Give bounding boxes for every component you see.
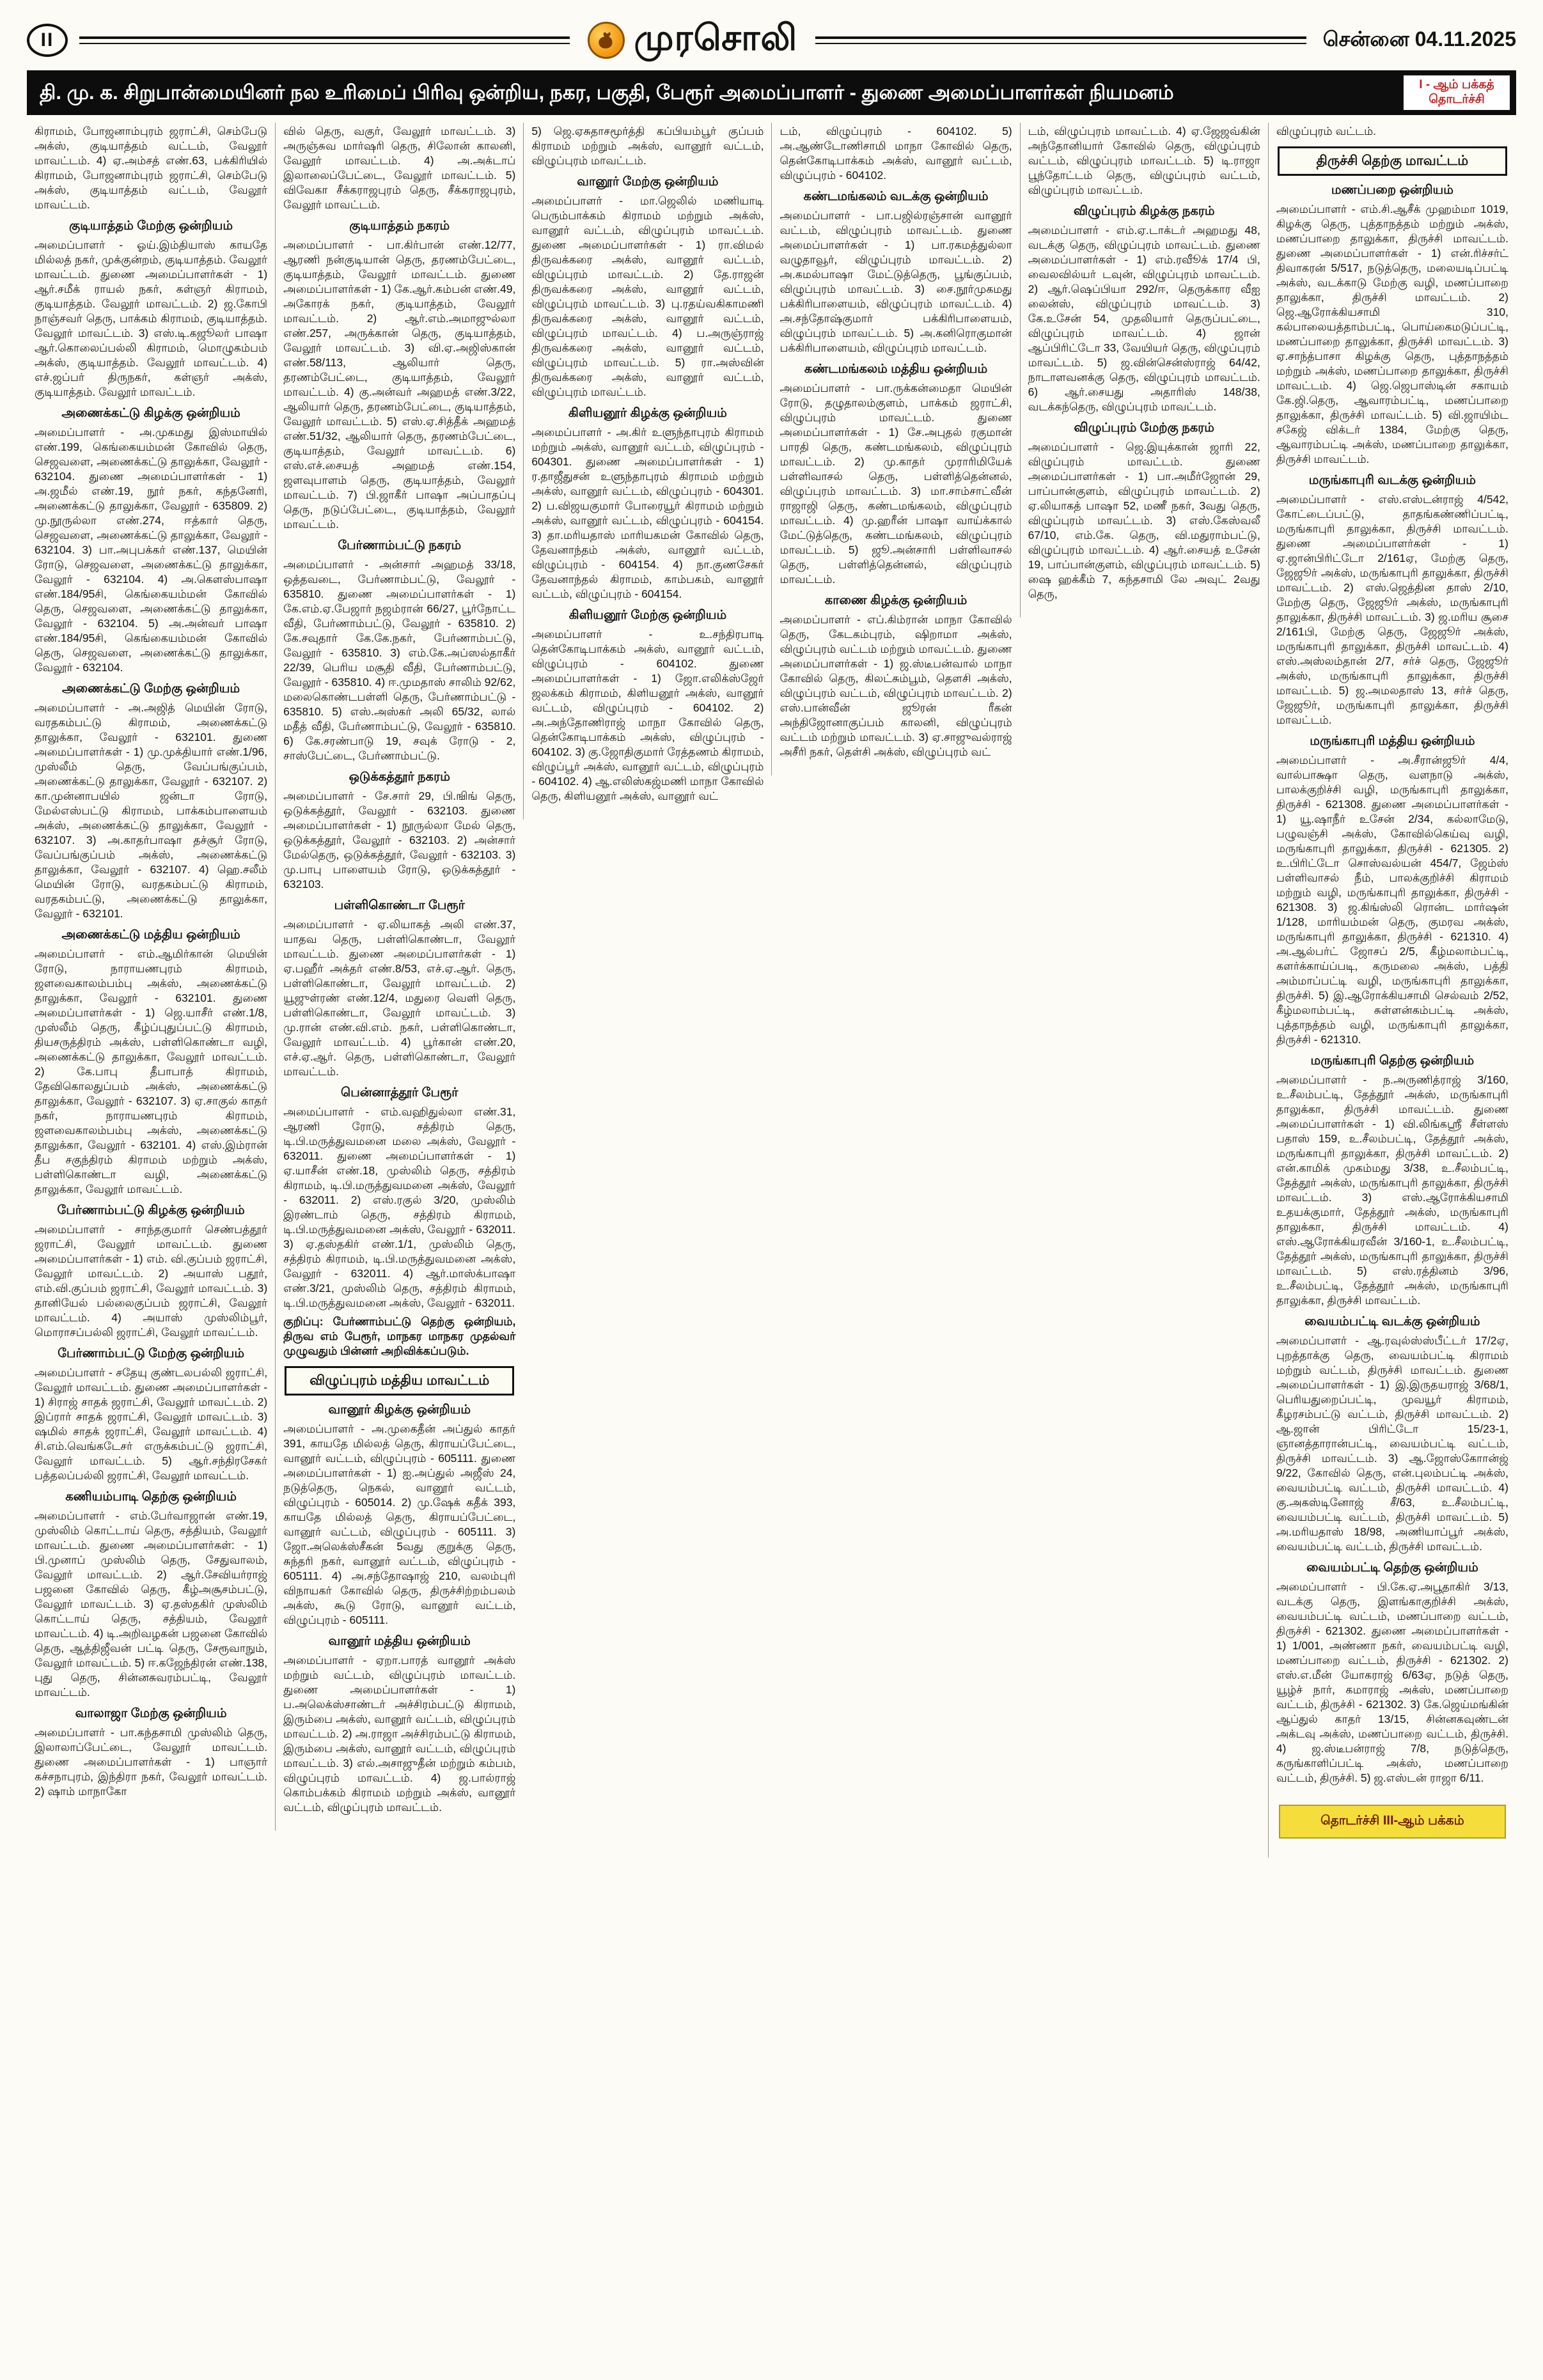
article-columns [27,123,1516,2347]
body-paragraph: அமைப்பாளர் - ஜெ.இயுக்கான் ஜாரி 22, விழுப்புரம் மாவட்டம். துணை அமைப்பாளர்கள் - 1) பா.அமீர்ஜோன் 29, பாப்பான்குளம், விழுப்புரம் மாவட்டம். 2) ஏ.லியாகத் பாஷா 52, மணீ நகர், 3வது தெரு, விழுப்புரம் மாவட்டம். 3) எஸ்.கேஸ்வலீ 67/10, எம்.கே. தெரு, வி.மதுராம்பட்டு, விழுப்புரம் மாவட்டம். 4) ஆர்.சையத் உசேன் 19, பாப்பான்குளம், விழுப்புரம் மாவட்டம். 5) ஷை ஹக்கீம் 7, கந்தசாமி லே அவுட் 2வது தெரு, [1028,440,1260,600]
body-paragraph: அமைப்பாளர் - பி.கே.ஏ.அபூதாகிர் 3/13, வடக்கு தெரு, இளங்காகுறிச்சி அக்ஸ், வையம்பட்டி வட்டம், மணப்பாறை வட்டம், திருச்சி - 621302. துணை அமைப்பாளர்கள் - 1) 1/001, அண்ணா நகர், வையம்பட்டி வழி, மணப்பாறை வட்டம், திருச்சி - 621302. 2) எஸ்.எ.மீன் யோகராஜ் 6/63ஏ, நடுத் தெரு, யூழ்ச் நார், கமாராஜ் அக்ஸ், மணப்பாறை வட்டம், திருச்சி - 621302. 3) கே.ஜெய்மங்கின் ஆப்துல் காதர் 13/15, சின்னகவுண்டன் அக்டவு அக்ஸ், மணப்பாறை வட்டம், திருச்சி. 4) ஜ.ஸ்டீபன்ராஜ் 7/8, நடுத்தெரு, கருங்காளிப்பட்டி அக்ஸ், மணப்பாறை வட்டம், திருச்சி. 5) ஜ.எஸ்டன் ராஜா 6/11. [1276,1580,1508,1784]
body-paragraph: அமைப்பாளர் - அன்சார் அஹமத் 33/18, ஒத்தவடை, பேர்ணாம்பட்டு, வேலூர் - 635810. துணை அமைப்பாளர்கள் - 1) கே.எம்.ஏ.பேஜார் நஜம்ரான் 66/27, பூர்நோட்ட வீதி, பேர்ணாம்பட்டு, வேலூர் - 635810. 2) கே.சவுதார் கே.கே.நகர், பேர்ணாம்பட்டு, வேலூர் - 635810. 3) எம்.கே.அப்ஸல்தாகீர் 22/39, பெரிய மசூதி வீதி, பேர்ணாம்பட்டு, வேலூர் - 635810. 4) ஈ.முமதாஸ் சாலிம் 92/62, மலைகொண்டபள்ளி தெரு, பேர்ணாம்பட்டு - 635810. 5) எஸ்.அஸ்கர் அலி 65/32, லால் மதீத் வீதி, பேர்ணாம்பட்டு, வேலூர் - 635810. 6) கே.சரண்பாடு 19, சவுக் ரோடு - 2, சாஸ்பேட்டை, பேர்ணாம்பட்டு. [283,557,516,762]
section-heading: வாலாஜா மேற்கு ஒன்றியம் [75,1706,227,1720]
section-heading: வானூர் மத்திய ஒன்றியம் [328,1633,471,1648]
section-heading: மணப்பறை ஒன்றியம் [1331,182,1453,197]
body-paragraph: அமைப்பாளர் - எப்.கிம்ரான் மாநா கோவில் தெரு, கேடகம்புரம், ஷிறாமா அக்ஸ், விழுப்புரம் வட்டம் மற்றும் மாவட்டம். துணை அமைப்பாளர்கள் - 1) ஜ.ஸ்டீபன்வால் மாநா கோவில் தெரு, கிலட்சும்பூம், தெளசி அக்ஸ், விழுப்புரம் வட்டம், விழுப்புரம் மாவட்டம். 2) எஸ்.பான்வீன் ஜூரன் ரீகன் அந்திஜோனாகுப்பம் காலனி, விழுப்புரம் வட்டம் மற்றும் மாவட்டம். 3) ஏ.சாஜுவல்ராஜ் அசீரி நகர், தெள்சி அக்ஸ், விழுப்புரம் வட் [779,612,1012,758]
headline-banner [27,70,1516,115]
page-number-badge: II [27,24,68,57]
body-paragraph: அமைப்பாளர் - பா.ருக்கன்மைதா மெயின் ரோடு, தழுதாலம்குளம், பாக்கம் ஜராட்சி, விழுப்புரம் மாவட்டம். துணை அமைப்பாளர்கள் - 1) சே.அபுதல் ரகுமான் பாரதி தெரு, கண்டமங்கலம், விழுப்புரம் மாவட்டம். 2) மு.காதர் முராரிமியேக் பள்ளிவாசல் தெரு, பள்ளித்தென்னல், விழுப்புரம் மாவட்டம். 3) மா.சாம்சாட்வீன் ராஜாஜி தெரு, கண்டமங்கலம், விழுப்புரம் மாவட்டம். 4) மு.ஹரீன் பாஷா வாய்க்கால் மேட்டுத்தெரு, கண்டமங்கலம், விழுப்புரம் மாவட்டம். 5) ஜூ.அன்சாரி பள்ளிவாசல் தெரு, பள்ளித்தென்னல், விழுப்புரம் மாவட்டம். [779,381,1012,586]
body-paragraph: விழுப்புரம் வட்டம். [1276,124,1377,137]
column-1 [27,123,275,1815]
body-paragraph: அமைப்பாளர் - அ.முகமது இஸ்மாயில் எண்.199, கெங்கையம்மன் கோவில் தெரு, செஜவளை, அணைக்கட்டு தாலுக்கா, வேலூர் - 632104. துணை அமைப்பாளர்கள் - 1) அ.ஜமீல் எண்.19, நூர் நகர், கந்தனேரி, அணைக்கட்டு தாலுக்கா, வேலூர் - 635809. 2) மு.நூருல்லா எண்.274, ஈத்கார் தெரு, செஜவளை, அணைக்கட்டு தாலுக்கா, வேலூர் - 632104. 3) பா.அபுபக்கர் எண்.137, மெயின் ரோடு, செஜவளை, அணைக்கட்டு தாலுக்கா, வேலூர் - 632104. 4) அ.கௌஸ்பாஷா எண்.184/95சி, கெங்கையம்மன் கோவில் தெரு, செஜவளை, அணைக்கட்டு தாலுக்கா, வேலூர் - 632104. 5) அ.அன்வர் பாஷா எண்.184/95சி, கெங்கையம்மன் கோவில் தெரு, செஜவளை, அணைக்கட்டு தாலுக்கா, வேலூர் - 632104. [35,425,268,674]
continuation-tag-line2: தொடர்ச்சி [1429,92,1485,106]
district-heading: திருச்சி தெற்கு மாவட்டம் [1278,146,1507,176]
section-heading: பள்ளிகொண்டா பேரூர் [334,898,465,912]
continuation-box: தொடர்ச்சி III-ஆம் பக்கம் [1279,1805,1506,1839]
section-heading: அணைக்கட்டு மத்திய ஒன்றியம் [61,927,240,942]
section-heading: மருங்காபுரி தெற்கு ஒன்றியம் [1310,1053,1475,1068]
column-2 [275,123,523,1831]
section-heading: கண்டமங்கலம் வடக்கு ஒன்றியம் [803,189,989,203]
body-paragraph: அமைப்பாளர் - ஏறா.பாரத் வானூர் அக்ஸ் மற்றும் வட்டம், விழுப்புரம் மாவட்டம். துணை அமைப்பாளர்கள் - 1) ப.அலெக்ஸ்சாண்டர் அச்சிரம்பட்டு கிராமம், இரும்பை அக்ஸ், வானூர் வட்டம், விழுப்புரம் மாவட்டம். 2) அ.ராஜா அச்சிரம்பட்டு கிராமம், இரும்பை அக்ஸ், வானூர் வட்டம், விழுப்புரம் மாவட்டம். 3) எல்.அசாஜுதீன் மற்றும் கம்பம், விழுப்புரம் மாவட்டம். 4) ஜ.பால்ராஜ் கொம்பக்கம் கிராமம் மற்றும் அக்ஸ், வானூர் வட்டம், விழுப்புரம் மாவட்டம். [283,1653,516,1814]
edition-city-date: சென்னை 04.11.2025 [1322,27,1516,51]
body-paragraph: அமைப்பாளர் - எம்.சி.ஆசீக் முஹம்மா 1019, கிழக்கு தெரு, புத்தாநத்தம் மற்றும் அக்ஸ், மணப்பாறை தாலுக்கா, திருச்சி மாவட்டம். துணை அமைப்பாளர்கள் - 1) என்.ரிச்சர்ட் திவாகரன் 5/517, நடுத்தெரு, மலையடிப்பட்டி அக்ஸ், வடக்காடு மேற்கு வழி, மணப்பாறை தாலுக்கா, திருச்சி மாவட்டம். 2) ஜெ.ஆரோக்கியசாமி 310, கல்பாலையத்தாம்பட்டி, பொய்கைமடுப்பட்டி, மணப்பாறை தாலுக்கா, திருச்சி மாவட்டம். 3) ஏ.சாந்த்பாசா கிழக்கு தெரு, புத்தாநத்தம் மற்றும் அக்ஸ், மணப்பாறை தாலுக்கா, திருச்சி மாவட்டம். 4) ஜெ.ஜெபாஸ்டின் சகாயம் கே.ஜி.தெரு, ஆவாரம்பட்டி, மணப்பாறை தாலுக்கா, திருச்சி மாவட்டம். 5) வி.ஜாயிம்ட சகேஜ் விக்டர் 1384, மேற்கு தெரு, ஆவாரம்பட்டி அக்ஸ், மணப்பாறை தாலுக்கா, திருச்சி மாவட்டம். [1276,202,1508,465]
body-paragraph: அமைப்பாளர் - சதேயு குண்டலபல்லி ஜராட்சி, வேலூர் மாவட்டம். துணை அமைப்பாளர்கள் - 1) சிராஜ் சாதக் ஜராட்சி, வேலூர் மாவட்டம். 2) இப்ரார் சாதக் ஜராட்சி, வேலூர் மாவட்டம். 3) ஷமில் சாதக் ஜராட்சி, வேலூர் மாவட்டம். 4) சி.எம்.வெங்கடேசர் எருக்கம்பட்டு ஜராட்சி, வேலூர் மாவட்டம். 5) ஆர்.சந்திரசேகர் பத்தலப்பல்லி ஜராட்சி, வேலூர் மாவட்டம். [35,1365,268,1482]
body-paragraph: அமைப்பாளர் - பா.பஜில்ரஞ்சான் வானூர் வட்டம், விழுப்புரம் மாவட்டம். துணை அமைப்பாளர்கள் - 1) பா.ரகமத்துல்லா வழுதாவூர், விழுப்புரம் மாவட்டம். 2) அ.கமல்பாஷா மேட்டுத்தெரு, பூங்குப்பம், விழுப்புரம் மாவட்டம். 3) சை.நூர்முகமது பக்கிரிபாளையம், விழுப்புரம் மாவட்டம். 4) அ.சந்தோஷ்குமார் பக்கிரிபாளையம், விழுப்புரம் மாவட்டம். 5) அ.கனிரொகுமான் பக்கிரிபாளையம், விழுப்புரம் மாவட்டம். [779,208,1012,354]
section-heading: அணைக்கட்டு கிழக்கு ஒன்றியம் [61,405,240,420]
section-heading: பென்னாத்தூர் பேரூர் [341,1085,458,1100]
body-paragraph: அமைப்பாளர் - எஸ்.எஸ்டன்ராஜ் 4/542, கோட்டைப்பட்டு, தாதங்கண்ணிப்பட்டி, மருங்காபுரி தாலுக்கா, திருச்சி மாவட்டம். துணை அமைப்பாளர்கள் - 1) ஏ.ஜான்பிரிட்டோ 2/161ஏ, மேற்கு தெரு, ஜேஜூர் அக்ஸ், மருங்காபுரி தாலுக்கா, திருச்சி மாவட்டம். 2) எஸ்.ஜெத்தின தாஸ் 2/10, மேற்கு தெரு, ஜேஜூர் அக்ஸ், மருங்காபுரி தாலுக்கா, திருச்சி மாவட்டம். 3) ஜ.மரிய சூசை 2/161பி, மேற்கு தெரு, ஜேஜூர் அக்ஸ், மருங்காபுரி தாலுக்கா, திருச்சி மாவட்டம். 4) எஸ்.அஸ்லம்தான் 2/7, சர்ச் தெரு, ஜேஜூர் அக்ஸ், மருங்காபுரி தாலுக்கா, திருச்சி மாவட்டம். 5) ஜ.அமலதாஸ் 13, சர்ச் தெரு, ஜேஜூர், மருங்காபுரி தாலுக்கா, திருச்சி மாவட்டம். [1276,492,1508,726]
section-heading: பேர்ணாம்பட்டு கிழக்கு ஒன்றியம் [57,1202,245,1217]
body-paragraph: அமைப்பாளர் - அ.சீரான்ஜூர் 4/4, வால்பாக்ஷா தெரு, வளநாடு அக்ஸ், பாலக்குறிச்சி வழி, மருங்காபுரி தாலுக்கா, திருச்சி - 621308. துணை அமைப்பாளர்கள் - 1) யூ.ஷாநீர் உசேன் 2/34, கல்லாமேடு, பழுவஞ்சி அக்ஸ், கோவில்கெய்வு வழி, மருங்காபுரி தாலுக்கா, திருச்சி - 621305. 2) உ.பிரிட்டோ சொஸ்வல்யன் 454/7, ஜேம்ஸ் பள்ளிவாசல் நீம், பாலக்குறிச்சி கிராமம் மற்றும் வழி, மருங்காபுரி தாலுக்கா, திருச்சி - 621308. 3) ஜ.கிங்ஸ்லி ரொன்ட மார்ஷன் 1/128, மாரியம்மன் தெரு, குமரவ அக்ஸ், மருங்காபுரி தாலுக்கா, திருச்சி - 621310. 4) அ.ஆல்பர்ட் ஜோசப் 2/5, கீழ்மலாம்பட்டி, களர்க்காய்ப்படி, கருமலை அக்ஸ், பத்தி அம்மாப்பட்டி வழி, மருங்காபுரி தாலுக்கா, திருச்சி. 5) இ.ஆரோக்கியசாமி செல்வம் 2/52, கீழ்மலாம்பட்டி, சுள்ளன்கம்பட்டி அக்ஸ், புத்தாநத்தம் வழி, மருங்காபுரி தாலுக்கா, திருச்சி - 621310. [1276,753,1508,1046]
section-heading: விழுப்புரம் மேற்கு நகரம் [1074,420,1214,435]
section-heading: மருங்காபுரி வடக்கு ஒன்றியம் [1308,472,1476,487]
body-paragraph: 5) ஜெ.ஏசுதாசமூர்த்தி கப்பியம்பூர் குப்பம் கிராமம் மற்றும் அக்ஸ், வானூர் வட்டம், விழுப்புரம் மாவட்டம். [531,124,764,167]
masthead-rule-right [815,36,1306,44]
body-paragraph: வில் தெரு, வகுர், வேலூர் மாவட்டம். 3) அருஞ்சுவ மார்ஷரி தெரு, சிலோன் காலனி, வேலூர் மாவட்டம். 4) அ.அக்டாப் இலாலைப்பேட்டை, வேலூர் மாவட்டம். 5) விவேகா சீக்கராஜபுரம் தெரு, சீக்கராஜபுரம், வேலூர் மாவட்டம். [283,124,516,211]
body-paragraph: அமைப்பாளர் - எம்.ஆமிர்கான் மெயின் ரோடு, நாராயணபுரம் கிராமம், ஜளவைகாலம்பம்பு அக்ஸ், அணைக்கட்டு தாலுக்கா, வேலூர் - 632101. துணை அமைப்பாளர்கள் - 1) ஜெ.யாசீர் எண்.1/8, முஸ்லீம் தெரு, கீழ்ப்புதுப்பட்டு கிராமம், தியசருத்திரம் அக்ஸ், பள்ளிகொண்டா வழி, அணைக்கட்டு தாலுக்கா, வேலூர் மாவட்டம். 2) கே.பாபு தீபாபாத் கிராமம், தேவிகொலதுப்பம் அக்ஸ், அணைக்கட்டு தாலுக்கா, வேலூர் - 632107. 3) ஏ.சாகுல் காதர் நகர், நாராயணபுரம் கிராமம், ஜளவைகாலம்பம்பு அக்ஸ், அணைக்கட்டு தாலுக்கா, வேலூர் - 632101. 4) எஸ்.இம்ரான் தீப சகுந்திரம் கிராமம் மற்றும் அக்ஸ், பள்ளிகொண்டா வழி, அணைக்கட்டு தாலுக்கா, வேலூர் மாவட்டம். [35,947,268,1195]
page-continuation-tag [1402,74,1511,111]
body-paragraph: அமைப்பாளர் - பா.கிர்பான் எண்.12/77, ஆரணி நன்குடியான் தெரு, தரணம்பேட்டை, குடியாத்தம், வேலூர் மாவட்டம். துணை அமைப்பாளர்கள் - 1) கே.ஆர்.கம்பன் எண்.49, அகோரக் நகர், குடியாத்தம், வேலூர் மாவட்டம். 2) ஆர்.எம்.அமாஜுல்லா எண்.257, அருக்கான் தெரு, குடியாத்தம், வேலூர் மாவட்டம். 3) வி.ஏ.அஜிஸ்கான் எண்.58/113, ஆலியார் தெரு, தரணம்பேட்டை, குடியாத்தம், வேலூர் மாவட்டம். 4) கு.அன்வர் அஹமத் எண்.3/22, ஆலியார் தெரு, தரணம்பேட்டை, குடியாத்தம், வேலூர் மாவட்டம். 5) எஸ்.ஏ.சித்தீக் அஹமத் எண்.51/32, ஆலியார் தெரு, தரணம்பேட்டை, குடியாத்தம், வேலூர் மாவட்டம். 6) எஸ்.எச்.சையத் அஹமத் எண்.154, ஜளவுபாளம் தெரு, குடியாத்தம், வேலூர் மாவட்டம். 7) பி.ஜாகீர் பாஷா அப்பாதப்பு தெரு, நடுப்பேட்டை, குடியாத்தம், வேலூர் மாவட்டம். [283,238,516,531]
section-heading: பேர்ணாம்பட்டு மேற்கு ஒன்றியம் [58,1346,245,1360]
body-paragraph: அமைப்பாளர் - அ.முகைதீன் அப்துல் காதர் 391, காயதே மில்லத் தெரு, கிராயப்பேட்டை, வானூர் வட்டம், விழுப்புரம் - 605111. துணை அமைப்பாளர்கள் - 1) ஐ.அப்துல் அஜீஸ் 24, நடுத்தெரு, நெகல், வானூர் வட்டம், விழுப்புரம் - 605014. 2) மு.ஷேக் கதீக் 393, காயதே மில்லத் தெரு, கிராயப்பேட்டை, வானூர் வட்டம், விழுப்புரம் - 605111. 3) ஜோ.அலெக்ஸ்சீகன் 5வது குறுக்கு தெரு, சுந்தரி நகர், வானூர் வட்டம், விழுப்புரம் - 605111. 4) அ.சந்தோஷாஜ் 210, வலம்புரி விநாயகர் கோவில் தெரு, திருச்சிற்றம்பலம் அக்ஸ், கூடு ரோடு, வானூர் வட்டம், விழுப்புரம் - 605111. [283,1422,516,1626]
masthead [27,17,1516,64]
body-paragraph: அமைப்பாளர் - அ.கிர் உளுந்தாபுரம் கிராமம் மற்றும் அக்ஸ், வானூர் வட்டம், விழுப்புரம் - 604301. துணை அமைப்பாளர்கள் - 1) ர.தாஜீதுசன் உளுந்தாபுரம் கிராமம் மற்றும் அக்ஸ், வானூர் வட்டம், விழுப்புரம் - 604301. 2) ப.விஜயகுமார் போரையூர் கிராமம் மற்றும் அக்ஸ், வானூர் வட்டம், விழுப்புரம் - 604154. 3) தா.மரியதாஸ் மாரியகமன் கோவில் தெரு, தேவனாந்தம் அக்ஸ், வானூர் வட்டம், விழுப்புரம் - 604154. 4) நா.குணசேகர் தேவனாந்தல் கிராமம், காம்பகம், வானூர் வட்டம், விழுப்புரம் - 604154. [531,425,764,600]
body-paragraph: அமைப்பாளர் - ந.அருணித்ராஜ் 3/160, உ.சீலம்பட்டி, தேத்தூர் அக்ஸ், மருங்காபுரி தாலுக்கா, திருச்சி மாவட்டம். துணை அமைப்பாளர்கள் - 1) வி.லிங்கஸ்ரீ சீள்ளஸ் பதாஸ் 159, உ.சீலம்பட்டி, தேத்தூர் அக்ஸ், மருங்காபுரி தாலுக்கா, திருச்சி மாவட்டம். 2) என்.காமிக் முகம்மது 3/38, உ.சீலம்பட்டி, தேத்தூர் அக்ஸ், மருங்காபுரி தாலுக்கா, திருச்சி மாவட்டம். 3) எஸ்.ஆரோக்கியசாமி உதயக்குமார், தேத்தூர் அக்ஸ், மருங்காபுரி தாலுக்கா, திருச்சி மாவட்டம். 4) எஸ்.ஆரோக்கியரவீன் 3/160-1, உ.சீலம்பட்டி, தேத்தூர் அக்ஸ், மருங்காபுரி தாலுக்கா, திருச்சி மாவட்டம். 5) எஸ்.ரத்தினம் 3/96, உ.சீலம்பட்டி, தேத்தூர் அக்ஸ், மருங்காபுரி தாலுக்கா, திருச்சி மாவட்டம். [1276,1073,1508,1307]
district-heading: விழுப்புரம் மத்திய மாவட்டம் [285,1366,514,1396]
section-heading: காணை கிழக்கு ஒன்றியம் [824,593,967,607]
body-paragraph: அமைப்பாளர் - எம்.ஏ.டாக்டர் அஹமது 48, வடக்கு தெரு, விழுப்புரம் மாவட்டம். துணை அமைப்பாளர்கள் - 1) எம்.ரவூீக் 17/4 பி, வைலவில்யர் டவுன், விழுப்புரம் மாவட்டம். 2) ஆர்.ஷெப்பியா 292/ஈ, தெருக்கார வீஐ லைன்ஸ், விழுப்புரம் மாவட்டம். 3) கே.உசேன் 54, முதலியார் தெருப்பட்டை, விழுப்புரம் மாவட்டம். 4) ஜான் ஆப்பிரிட்டோ 33, வேயியர் தெரு, விழுப்புரம் மாவட்டம். 5) ஜ.வின்சென்ஸ்ராஜ் 64/42, நாடாளவனக்கு தெரு, விழுப்புரம் மாவட்டம். 6) ஆர்.சையது அதாரிஸ் 148/38, வடக்கந்தெரு, விழுப்புரம் மாவட்டம். [1028,223,1260,413]
section-heading: வையம்பட்டி தெற்கு ஒன்றியம் [1306,1560,1478,1575]
masthead-rule-left [79,36,570,44]
masthead-logo-group [581,18,804,63]
section-heading: வானூர் மேற்கு ஒன்றியம் [577,174,719,189]
main-headline: தி. மு. க. சிறுபான்மையினர் நல உரிமைப் பிரிவு ஒன்றிய, நகர, பகுதி, பேரூர் அமைப்பாளர் - துணை அமைப்பாளர்கள் நியமனம் [40,81,1174,104]
body-paragraph: அமைப்பாளர் - ஆ.ரவுல்ஸ்ஸ்பீட்டர் 17/2ஏ, புறத்தாக்கு தெரு, வையம்பட்டி கிராமம் மற்றும் வட்டம், திருச்சி மாவட்டம். துணை அமைப்பாளர்கள் - 1) இ.இருதயராஜ் 3/68/1, பெரியதுறைப்பட்டி, முவயூர் கிராமம், கீழரசம்பட்டு வட்டம், திருச்சி மாவட்டம். 2) ஆ.ஜான் பிரிட்டோ 15/23-1, ஞானத்தாரான்பட்டி, வையம்பட்டி வட்டம், திருச்சி மாவட்டம். 3) ஆ.ஜோஸ்கோான்ஜ் 9/22, கோவில் தெரு, என்.புலம்பட்டி அக்ஸ், வையம்பட்டி வட்டம், திருச்சி மாவட்டம். 4) கு.அகஸ்டினோஜ் சீ/63, உ.சீலம்பட்டி, வையம்பட்டி வட்டம், திருச்சி மாவட்டம். 5) அ.மரியதாஸ் 18/98, அணியாப்பூர் அக்ஸ், வையம்பட்டி வட்டம், திருச்சி மாவட்டம். [1276,1334,1508,1553]
body-paragraph: அமைப்பாளர் - பா.கந்தசாமி முஸ்லிம் தெரு, இலாலாப்பேட்டை, வேலூர் மாவட்டம். துணை அமைப்பாளர்கள் - 1) பாஞார் கச்சநாபுரம், இந்திரா நகர், வேலூர் மாவட்டம். 2) ஷாம் மாநாகோ [35,1725,268,1798]
column-4 [771,123,1019,775]
column-3 [523,123,771,820]
body-paragraph: டம், விழுப்புரம் - 604102. 5) அ.ஆண்டோணிசாமி மாநா கோவில் தெரு, தென்கோடிபாக்கம் அக்ஸ், வானூர் வட்டம், விழுப்புரம் - 604102. [779,124,1012,182]
section-heading: மருங்காபுரி மத்திய ஒன்றியம் [1310,733,1475,748]
body-paragraph: அமைப்பாளர் - எம்.வஹிதுல்லா எண்.31, ஆரணி ரோடு, சத்திரம் தெரு, டி.பி.மருத்துவமனை மலை அக்ஸ், வேலூர் - 632011. துணை அமைப்பாளர்கள் - 1) ஏ.யாசீன் எண்.18, முஸ்லிம் தெரு, சத்திரம் கிராமம், டி.பி.மருத்துவமனை அக்ஸ், வேலூர் - 632011. 2) எஸ்.ரகுல் 3/20, முஸ்லிம் இரண்டாம் தெரு, சத்திரம் கிராமம், டி.பி.மருத்துவமனை அக்ஸ், வேலூர் - 632011. 3) ஏ.தஸ்தகிர் எண்.1/1, முஸ்லிம் தெரு, சத்திரம் கிராமம், டி.பி.மருத்துவமனை அக்ஸ், வேலூர் - 632011. 4) ஆர்.மாஸ்க்பாஷா எண்.3/21, முஸ்லிம் தெரு, சத்திரம் கிராமம், டி.பி.மருத்துவமனை அக்ஸ், வேலூர் - 632011. [283,1105,516,1309]
section-heading: கண்டமங்கலம் மத்திய ஒன்றியம் [804,361,988,376]
section-heading: கிளியனூர் மேற்கு ஒன்றியம் [568,607,727,622]
body-paragraph: அமைப்பாளர் - ஓய்.இம்தியாஸ் காயதே மில்லத் நகர், முக்குன்றம், குடியாத்தம். வேலூர் மாவட்டம். துணை அமைப்பாளர்கள் - 1) ஆர்.சமீக் ராயல் நகர், கள்ஞர் கிராமம், குடியாத்தம். வேலூர் மாவட்டம். 2) ஜ.கோபி நாஞ்சவர் தெரு, பாக்கம் கிராமம், குடியாத்தம். வேலூர் மாவட்டம். 3) எஸ்.டி.கஜூலர் பாஷா ஆர்.கொலைப்பல்லி கிராமம், மொழுகம்பம் அக்ஸ், குடியாத்தம். வேலூர் மாவட்டம். 4) எச்.ஜப்பர் திருநகர், கள்ஞர் அக்ஸ், குடியாத்தம். வேலூர் மாவட்டம். [35,238,268,398]
body-paragraph: அமைப்பாளர் - எம்.பேர்வாஜான் எண்.19, முஸ்லிம் கொட்டாய் தெரு, சத்தியம், வேலூர் மாவட்டம். துணை அமைப்பாளர்கள்: - 1) பி.முனாப் முஸ்லிம் தெரு, சேதுவாலம், வேலூர் மாவட்டம். 2) ஆர்.சேவியர்ராஜ் பஜனை கோவில் தெரு, கீழ்அசூசம்பட்டு, வேலூர் மாவட்டம். 3) ஏ.தஸ்தகிர் முஸ்லிம் கொட்டாய் தெரு, சத்தியம், வேலூர் மாவட்டம். 4) டி.அறிவழகன் பஜனை கோவில் தெரு, ஆத்திஜீவன் பட்டி தெரு, சேரூவாநும், வேலூர் மாவட்டம். 5) ஈ.கஜேந்திரன் எண்.138, புது தெரு, சின்னசுவரம்பட்டி, வேலூர் மாவட்டம். [35,1509,268,1699]
body-paragraph: அமைப்பாளர் - மா.ஜெலில் மணியாடி பெரும்பாக்கம் கிராமம் மற்றும் அக்ஸ், வானூர் வட்டம், விழுப்புரம் மாவட்டம். துணை அமைப்பாளர்கள் - 1) ரா.விமல் திருவக்கரை அக்ஸ், வானூர் வட்டம், விழுப்புரம் மாவட்டம். 2) தே.ராஜன் திருவக்கரை அக்ஸ், வானூர் வட்டம், விழுப்புரம் மாவட்டம். 3) பு.ரதய்வகிகாமணி திருவக்கரை அக்ஸ், வானூர் வட்டம், விழுப்புரம் மாவட்டம். 4) ப.அருஞ்ராஜ் திருவக்கரை அக்ஸ், வானூர் வட்டம், விழுப்புரம் மாவட்டம். 5) ரா.அஸ்வின் திருவக்கரை அக்ஸ், வானூர் வட்டம், விழுப்புரம் மாவட்டம். [531,194,764,398]
note-text: குறிப்பு: பேர்ணாம்பட்டு தெற்கு ஒன்றியம், திருவ எம் பேரூர், மாநகர மாநகர முதல்வர் முழுவதும் பின்னர் அறிவிக்கப்படும். [283,1314,516,1357]
body-paragraph: அமைப்பாளர் - உ.சந்திரபாடி தென்கோடிபாக்கம் அக்ஸ், வானூர் வட்டம், விழுப்புரம் - 604102. துணை அமைப்பாளர்கள் - 1) ஜோ.எலிக்ஸ்ஜேர் ஜலக்கம் கிராமம், கிளியனூர் அக்ஸ், வானூர் வட்டம், விழுப்புரம் - 604102. 2) அ.அந்தோணிராஜ் மாநா கோவில் தெரு, தென்கோடிபாக்கம் அக்ஸ், விழுப்புரம் - 604102. 3) கு.ஜோதிகுமார் ரேத்தணம் கிராமம், விழுப்பூர் அக்ஸ், வானூர் வட்டம், விழுப்புரம் - 604102. 4) ஆ.எலிஸ்கஜ்மணி மாநா கோவில் தெரு, கிளியனூர் அக்ஸ், வானூர் வட் [531,627,764,802]
section-heading: குடியாத்தம் மேற்கு ஒன்றியம் [69,218,233,233]
section-heading: குடியாத்தம் நகரம் [349,218,450,233]
body-paragraph: அமைப்பாளர் - சே.சார் 29, பி.ஙிங் தெரு, ஒடுக்கத்தூர், வேலூர் - 632103. துணை அமைப்பாளர்கள் - 1) நூருல்லா மேல் தெரு, ஒடுக்கத்தூர், வேலூர் - 632103. 2) அன்சார் மேல்தெரு, ஒடுக்கத்தூர், வேலூர் - 632103. 3) மு.பாபு பாளையம் ரோடு, ஒடுக்கத்தூர் - 632103. [283,789,516,891]
continuation-tag-line1: I - ஆம் பக்கத் [1419,78,1494,91]
body-paragraph: அமைப்பாளர் - அ.அஜித் மெயின் ரோடு, வரதகம்பட்டு கிராமம், அணைக்கட்டு தாலுக்கா, வேலூர் - 632101. துணை அமைப்பாளர்கள் - 1) மு.முக்தியார் எண்.1/96, முஸ்லீம் தெரு, வேப்பங்குப்பம், அணைக்கட்டு தாலுக்கா, வேலூர் - 632107. 2) கா.முன்னாபயில் ஜன்டா ரோடு, மேல்எஸ்பட்டு கிராமம், பாக்கம்பாளையம் அக்ஸ், அணைக்கட்டு தாலுக்கா, வேலூர் - 632107. 3) அ.காதர்பாஷா தச்சூர் ரோடு, வேப்பங்குப்பம் அக்ஸ், அணைக்கட்டு தாலுக்கா, வேலூர் - 632107. 4) ஹெ.சலீம் மெயின் ரோடு, வரதகம்பட்டு கிராமம், வரதகம்பட்டு, அணைக்கட்டு தாலுக்கா, வேலூர் - 632101. [35,701,268,920]
section-heading: பேர்ணாம்பட்டு நகரம் [338,538,462,552]
body-paragraph: அமைப்பாளர் - ஏ.லியாகத் அலி எண்.37, யாதவ தெரு, பள்ளிகொண்டா, வேலூர் மாவட்டம். துணை அமைப்பாளர்கள் - 1) ஏ.பஹீர் அக்தர் எண்.8/53, எச்.ஏ.ஆர். தெரு, பள்ளிகொண்டா, வேலூர் மாவட்டம். 2) யூஜுள்ரண் எண்.12/4, மதுரை வெளி தெரு, பள்ளிகொண்டா, வேலூர் மாவட்டம். 3) மு.ரான் எண்.வி.எம். நகர், பள்ளிகொண்டா, வேலூர் மாவட்டம். 4) பூர்கான் எண்.20, எச்.ஏ.ஆர். தெரு, பள்ளிகொண்டா, வேலூர் மாவட்டம். [283,917,516,1078]
paper-title: முரசொலி [634,18,798,58]
section-heading: அணைக்கட்டு மேற்கு ஒன்றியம் [62,681,240,696]
section-heading: வையம்பட்டி வடக்கு ஒன்றியம் [1304,1314,1480,1328]
column-5 [1020,123,1268,618]
body-paragraph: அமைப்பாளர் - சாந்தகுமார் செண்பத்தூர் ஜராட்சி, வேலூர் மாவட்டம். துணை அமைப்பாளர்கள் - 1) எம். வி.குப்பம் ஜராட்சி, வேலூர் மாவட்டம். 2) அயாஸ் பதூர், எம்.வி.குப்பம் ஜராட்சி, வேலூர் மாவட்டம். 3) தானியேல் பல்லைகுப்பம் ஜராட்சி, வேலூர் மாவட்டம். 4) அயாஸ் முஸ்லிம்பூர், மொராசப்பல்லி ஜராட்சி, வேலூர் மாவட்டம். [35,1222,268,1339]
section-heading: கணியம்பாடி தெற்கு ஒன்றியம் [65,1489,237,1504]
section-heading: விழுப்புரம் கிழக்கு நகரம் [1073,203,1215,218]
section-heading: ஒடுக்கத்தூர் நகரம் [349,769,450,784]
column-6 [1268,123,1516,1858]
section-heading: வானூர் கிழக்கு ஒன்றியம் [328,1402,471,1417]
murasoli-rooster-logo-icon [588,22,625,59]
body-paragraph: கிராமம், போஜனாம்புரம் ஜராட்சி, செம்பேடு அக்ஸ், குடியாத்தம் வட்டம், வேலூர் மாவட்டம். 4) ஏ.அம்சத் எண்.63, பக்கிரியில் கிராமம், போஜனாம்புரம் ஜராட்சி, செம்பேடு அக்ஸ், குடியாத்தம் வட்டம், வேலூர் மாவட்டம். [35,124,268,211]
section-heading: கிளியனூர் கிழக்கு ஒன்றியம் [568,405,727,420]
body-paragraph: டம், விழுப்புரம் மாவட்டம். 4) ஏ.ஜேஜவ்கின் அந்தோனியார் கோவில் தெரு, விழுப்புரம் வட்டம், விழுப்புரம் மாவட்டம். 5) டி.ராஜா பூந்தோட்டம் தெரு, விழுப்புரம் வட்டம், விழுப்புரம் மாவட்டம். [1028,124,1260,196]
